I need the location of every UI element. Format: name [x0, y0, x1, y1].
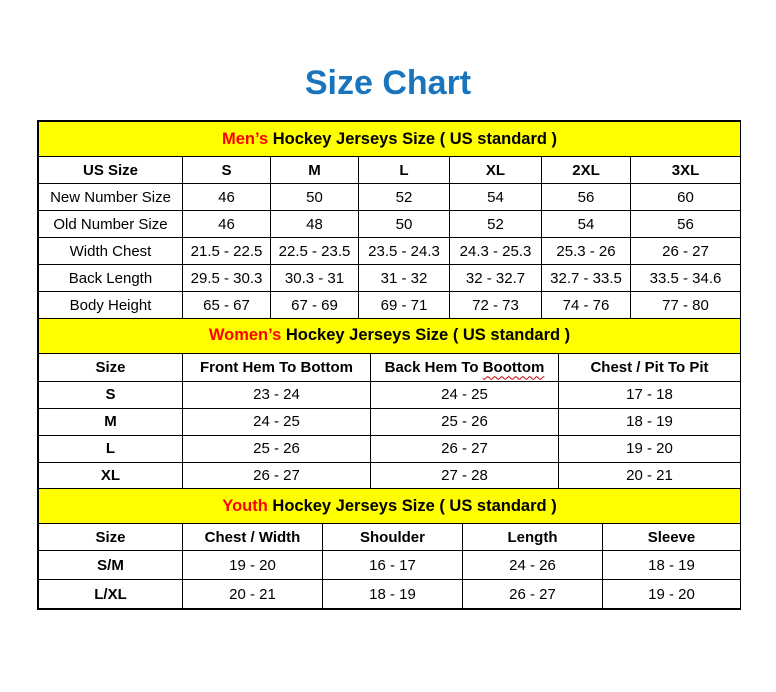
row-label: Width Chest: [39, 238, 183, 265]
size-value: 26 - 27: [631, 238, 741, 265]
size-value: 23 - 24: [183, 381, 371, 408]
youth-col-header: Length: [463, 524, 603, 551]
youth-section-band: [39, 489, 741, 524]
size-value: 48: [271, 211, 359, 238]
size-value: 31 - 32: [359, 265, 450, 292]
womens-section-band: [39, 318, 741, 353]
youth-header-row: [39, 524, 741, 551]
size-value: 52: [450, 211, 542, 238]
mens-col-header: XL: [450, 157, 542, 184]
womens-col-header-misspelled-word: Boottom: [482, 358, 545, 376]
row-label: L: [39, 435, 183, 462]
size-value: 25 - 26: [183, 435, 371, 462]
womens-col-header: Chest / Pit To Pit: [559, 353, 741, 381]
row-label: Body Height: [39, 292, 183, 319]
womens-section-band-row: [39, 318, 741, 353]
womens-col-header: Front Hem To Bottom: [183, 353, 371, 381]
size-value: 20 - 21: [183, 580, 323, 609]
size-value: 46: [183, 211, 271, 238]
size-value: 32.7 - 33.5: [542, 265, 631, 292]
mens-col-header: M: [271, 157, 359, 184]
size-value: 56: [631, 211, 741, 238]
youth-col-header: Chest / Width: [183, 524, 323, 551]
size-value: 17 - 18: [559, 381, 741, 408]
table-row: [39, 381, 741, 408]
size-value: 24.3 - 25.3: [450, 238, 542, 265]
youth-band-rest: Hockey Jerseys Size ( US standard ): [267, 496, 557, 515]
row-label: Old Number Size: [39, 211, 183, 238]
size-value: 18 - 19: [559, 408, 741, 435]
mens-section-band: [39, 122, 741, 157]
size-value: 18 - 19: [603, 551, 741, 580]
row-label: S/M: [39, 551, 183, 580]
row-label: Back Length: [39, 265, 183, 292]
size-value: 19 - 20: [183, 551, 323, 580]
size-value: 27 - 28: [371, 462, 559, 489]
youth-section-band-row: [39, 489, 741, 524]
mens-col-header: 3XL: [631, 157, 741, 184]
size-value: 24 - 25: [371, 381, 559, 408]
womens-band-rest: Hockey Jerseys Size ( US standard ): [281, 326, 571, 344]
table-row: [39, 184, 741, 211]
size-value: 25 - 26: [371, 408, 559, 435]
table-row: [39, 265, 741, 292]
table-row: [39, 238, 741, 265]
table-row: [39, 551, 741, 580]
size-value: 23.5 - 24.3: [359, 238, 450, 265]
mens-col-header: US Size: [39, 157, 183, 184]
mens-header-row: [39, 157, 741, 184]
size-value: 54: [450, 184, 542, 211]
table-row: [39, 211, 741, 238]
mens-col-header: L: [359, 157, 450, 184]
size-value: 54: [542, 211, 631, 238]
womens-col-header-prefix: Back Hem To: [384, 358, 483, 376]
size-value: 26 - 27: [371, 435, 559, 462]
size-value: 33.5 - 34.6: [631, 265, 741, 292]
size-value: 32 - 32.7: [450, 265, 542, 292]
size-value: 50: [271, 184, 359, 211]
size-value: 50: [359, 211, 450, 238]
youth-col-header: Shoulder: [323, 524, 463, 551]
table-row: [39, 408, 741, 435]
row-label: S: [39, 381, 183, 408]
youth-band-highlight: Youth: [222, 496, 268, 515]
size-value: 25.3 - 26: [542, 238, 631, 265]
table-row: [39, 462, 741, 489]
mens-section-band-row: [39, 122, 741, 157]
size-value: 60: [631, 184, 741, 211]
size-value: 22.5 - 23.5: [271, 238, 359, 265]
size-chart-container: [37, 120, 741, 610]
row-label: New Number Size: [39, 184, 183, 211]
womens-size-table: [38, 318, 741, 490]
size-value: 18 - 19: [323, 580, 463, 609]
page-title: Size Chart: [304, 64, 472, 102]
womens-col-header: Size: [39, 353, 183, 381]
size-value: 56: [542, 184, 631, 211]
size-value: 46: [183, 184, 271, 211]
size-value: 77 - 80: [631, 292, 741, 319]
table-row: [39, 292, 741, 319]
size-value: 67 - 69: [271, 292, 359, 319]
womens-band-highlight: Women’s: [208, 326, 282, 344]
womens-header-row: [39, 353, 741, 381]
table-row: [39, 435, 741, 462]
size-value: 52: [359, 184, 450, 211]
size-value: 16 - 17: [323, 551, 463, 580]
mens-band-highlight: Men’s: [222, 129, 269, 148]
size-value: 20 - 21: [559, 462, 741, 489]
size-value: 69 - 71: [359, 292, 450, 319]
size-value: 30.3 - 31: [271, 265, 359, 292]
size-value: 26 - 27: [463, 580, 603, 609]
youth-size-table: [38, 488, 741, 609]
row-label: XL: [39, 462, 183, 489]
size-value: 24 - 26: [463, 551, 603, 580]
mens-band-rest: Hockey Jerseys Size ( US standard ): [268, 129, 558, 148]
size-value: 24 - 25: [183, 408, 371, 435]
mens-col-header: S: [183, 157, 271, 184]
size-value: 19 - 20: [603, 580, 741, 609]
size-value: 29.5 - 30.3: [183, 265, 271, 292]
mens-size-table: [38, 121, 741, 319]
size-value: 72 - 73: [450, 292, 542, 319]
size-value: 19 - 20: [559, 435, 741, 462]
size-value: 65 - 67: [183, 292, 271, 319]
row-label: L/XL: [39, 580, 183, 609]
row-label: M: [39, 408, 183, 435]
table-row: [39, 580, 741, 609]
womens-col-header: [371, 353, 559, 381]
size-value: 74 - 76: [542, 292, 631, 319]
youth-col-header: Sleeve: [603, 524, 741, 551]
size-value: 26 - 27: [183, 462, 371, 489]
size-value: 21.5 - 22.5: [183, 238, 271, 265]
mens-col-header: 2XL: [542, 157, 631, 184]
youth-col-header: Size: [39, 524, 183, 551]
